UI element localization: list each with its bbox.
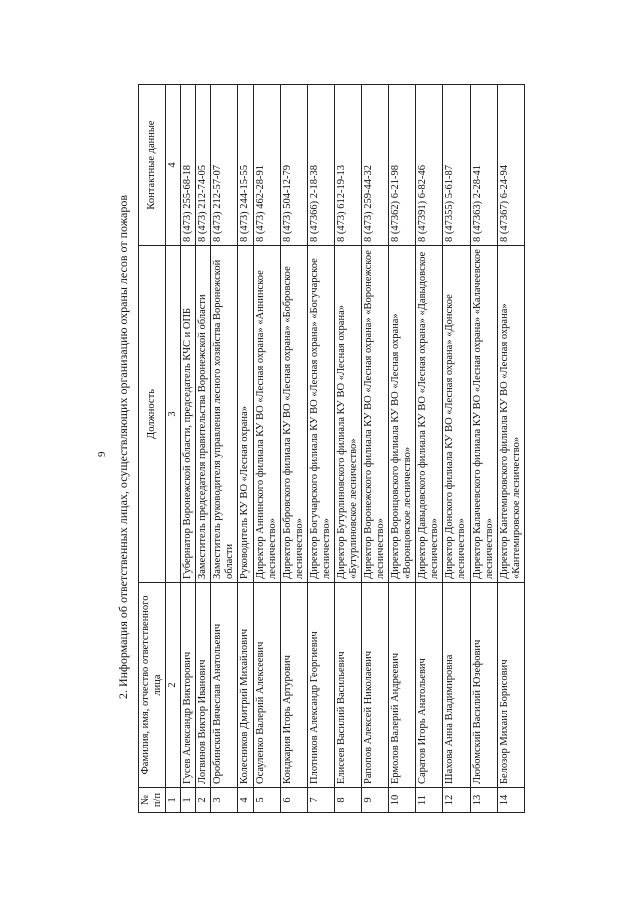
row-number: 11 — [416, 788, 443, 813]
row-number: 6 — [280, 788, 307, 813]
person-position: Заместитель руководителя управления лесного хозяйства Воронежской области — [211, 246, 238, 583]
person-position: Директор Донского филиала КУ ВО «Лесная охрана» «Донское лесничество» — [443, 246, 470, 583]
row-number: 2 — [196, 788, 211, 813]
table-row — [307, 85, 334, 813]
contact-phone: 8 (473) 244-15-55 — [238, 85, 253, 246]
person-name: Любомский Василий Юзефович — [470, 583, 497, 788]
table-row — [181, 85, 196, 813]
contact-phone: 8 (47362) 6-21-98 — [389, 85, 416, 246]
column-number-row — [166, 85, 181, 813]
person-position: Директор Калачеевского филиала КУ ВО «Лесная охрана» «Калачеевское лесничество» — [470, 246, 497, 583]
person-name: Колесников Дмитрий Михайлович — [238, 583, 253, 788]
row-number: 9 — [362, 788, 389, 813]
column-number: 4 — [166, 85, 181, 246]
table-row — [362, 85, 389, 813]
table-row — [416, 85, 443, 813]
contact-phone: 8 (47355) 5-61-87 — [443, 85, 470, 246]
table-row — [443, 85, 470, 813]
person-name: Плотников Александр Георгиевич — [307, 583, 334, 788]
person-position: Директор Воронежского филиала КУ ВО «Лесная охрана» «Воронежское лесничество» — [362, 246, 389, 583]
table-row — [470, 85, 497, 813]
header-name: Фамилия, имя, отчество ответственного лица — [139, 583, 166, 788]
contact-phone: 8 (47363) 2-28-41 — [470, 85, 497, 246]
row-number: 13 — [470, 788, 497, 813]
person-position: Руководитель КУ ВО «Лесная охрана» — [238, 246, 253, 583]
person-name: Гусев Александр Викторович — [181, 583, 196, 788]
table-row — [280, 85, 307, 813]
row-number: 1 — [181, 788, 196, 813]
table-row — [211, 85, 238, 813]
person-name: Белозор Михаил Борисович — [497, 583, 524, 788]
contact-phone: 8 (47367) 6-24-94 — [497, 85, 524, 246]
person-name: Елисеев Василий Васильевич — [334, 583, 361, 788]
person-name: Саратов Игорь Анатольевич — [416, 583, 443, 788]
table-body — [181, 85, 525, 813]
row-number: 8 — [334, 788, 361, 813]
person-position: Директор Кантемировского филиала КУ ВО «Лесная охрана» «Кантемировское лесничество» — [497, 246, 524, 583]
row-number: 3 — [211, 788, 238, 813]
table-row — [497, 85, 524, 813]
person-name: Кондкария Игорь Артурович — [280, 583, 307, 788]
row-number: 10 — [389, 788, 416, 813]
person-position: Заместитель председателя правительства Воронежской области — [196, 246, 211, 583]
table-row — [334, 85, 361, 813]
table-row — [238, 85, 253, 813]
person-position: Директор Воронцовского филиала КУ ВО «Лесная охрана» «Воронцовское лесничество» — [389, 246, 416, 583]
contact-phone: 8 (473) 212-74-05 — [196, 85, 211, 246]
contact-phone: 8 (473) 504-12-79 — [280, 85, 307, 246]
person-name: Логвинов Виктор Иванович — [196, 583, 211, 788]
header-position: Должность — [139, 246, 166, 583]
header-number: № п/п — [139, 788, 166, 813]
person-position: Директор Давыдовского филиала КУ ВО «Лесная охрана» «Давыдовское лесничество» — [416, 246, 443, 583]
row-number: 14 — [497, 788, 524, 813]
row-number: 5 — [253, 788, 280, 813]
person-position: Директор Аннинского филиала КУ ВО «Лесная охрана» «Аннинское лесничество» — [253, 246, 280, 583]
person-name: Ермолов Валерий Андреевич — [389, 583, 416, 788]
contact-phone: 8 (47366) 2-18-38 — [307, 85, 334, 246]
contact-phone: 8 (47391) 6-82-46 — [416, 85, 443, 246]
person-name: Оробинский Вячеслав Анатольевич — [211, 583, 238, 788]
person-position: Директор Бутурлиновского филиала КУ ВО «Лесная охрана» «Бутурлиновское лесничество» — [334, 246, 361, 583]
table-row — [196, 85, 211, 813]
row-number: 7 — [307, 788, 334, 813]
section-title: 2. Информация об ответственных лицах, осуществляющих организацию охраны лесов от пожаров — [116, 194, 130, 700]
column-number: 3 — [166, 246, 181, 583]
contact-phone: 8 (473) 259-44-32 — [362, 85, 389, 246]
header-contact: Контактные данные — [139, 85, 166, 246]
contact-phone: 8 (473) 212-57-07 — [211, 85, 238, 246]
column-number: 1 — [166, 788, 181, 813]
row-number: 4 — [238, 788, 253, 813]
person-position: Директор Богучарского филиала КУ ВО «Лесная охрана» «Богучарское лесничество» — [307, 246, 334, 583]
person-position: Губернатор Воронежской области, председатель КЧС и ОПБ — [181, 246, 196, 583]
person-position: Директор Бобровского филиала КУ ВО «Лесная охрана» «Бобровское лесничество» — [280, 246, 307, 583]
person-name: Шахова Анна Владимировна — [443, 583, 470, 788]
page-number: 9 — [96, 451, 108, 457]
person-name: Осауленко Валерий Алексеевич — [253, 583, 280, 788]
contact-phone: 8 (473) 255-68-18 — [181, 85, 196, 246]
row-number: 12 — [443, 788, 470, 813]
contact-phone: 8 (473) 612-19-13 — [334, 85, 361, 246]
person-name: Рапопов Алексей Николаевич — [362, 583, 389, 788]
table-header-row — [139, 85, 166, 813]
table-row — [389, 85, 416, 813]
responsible-persons-table — [138, 84, 525, 813]
table-row — [253, 85, 280, 813]
contact-phone: 8 (473) 462-28-91 — [253, 85, 280, 246]
column-number: 2 — [166, 583, 181, 788]
